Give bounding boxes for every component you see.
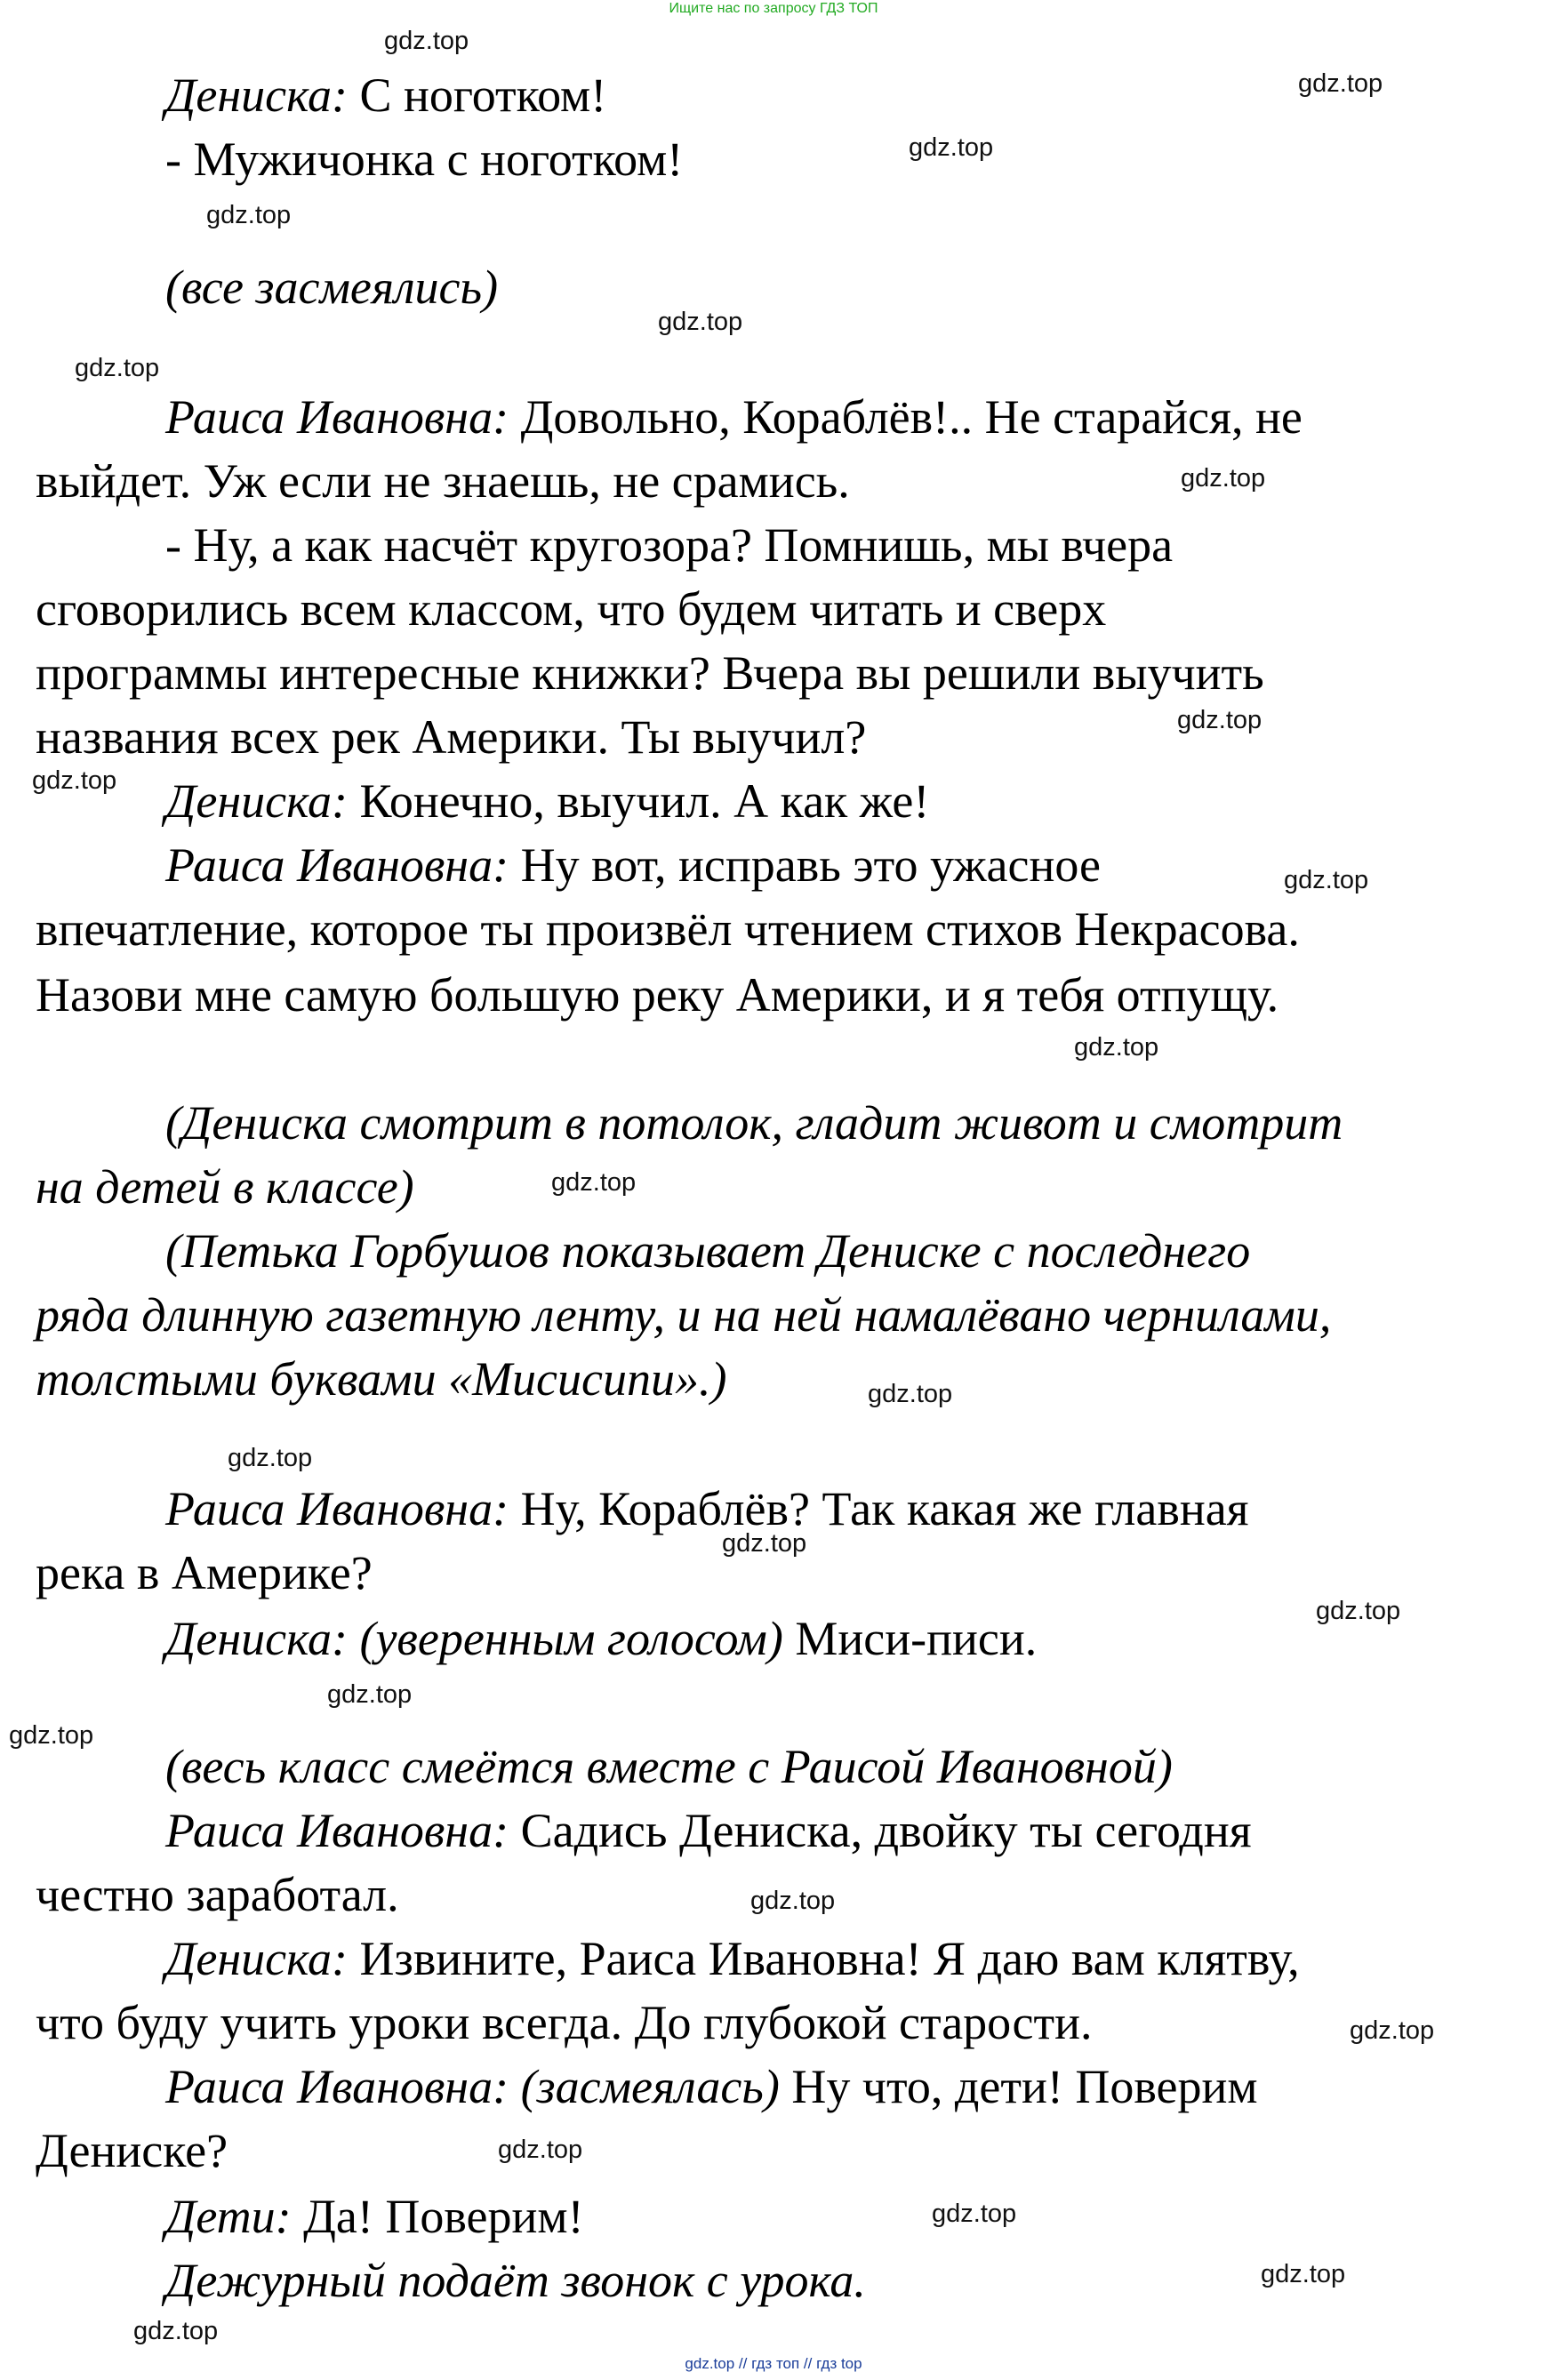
line-text: (Дениска смотрит в потолок, гладит живот и смотрит	[165, 1096, 1343, 1150]
line-text: Ну вот, исправь это ужасное	[509, 838, 1102, 892]
text-line	[165, 132, 684, 186]
speaker-label: Дениска:	[165, 774, 348, 828]
stage-direction	[36, 1160, 414, 1214]
line-text: ряда длинную газетную ленту, и на ней намалёвано чернилами,	[36, 1288, 1332, 1342]
line-text: - Ну, а как насчёт кругозора? Помнишь, мы вчера	[165, 518, 1174, 572]
watermark: gdz.top	[909, 133, 994, 162]
watermark: gdz.top	[1261, 2260, 1346, 2288]
watermark: gdz.top	[498, 2136, 583, 2164]
watermark: gdz.top	[1177, 706, 1262, 734]
watermark: gdz.top	[932, 2200, 1017, 2228]
line-text: - Мужичонка с ноготком!	[165, 132, 684, 186]
stage-direction	[165, 260, 499, 314]
text-line	[36, 1996, 1093, 2049]
line-text: (Петька Горбушов показывает Дениске с последнего	[165, 1224, 1251, 1278]
watermark: gdz.top	[1298, 69, 1383, 98]
line-text: выйдет. Уж если не знаешь, не срамись.	[36, 454, 850, 508]
watermark: gdz.top	[206, 201, 292, 229]
text-line	[165, 2060, 1258, 2113]
speaker-label: Дениска:	[165, 68, 348, 122]
speaker-label: Дети:	[165, 2190, 292, 2243]
text-line	[165, 1932, 1300, 1985]
line-text: программы интересные книжки? Вчера вы решили выучить	[36, 646, 1264, 700]
line-text: Ну, Кораблёв? Так какая же главная	[509, 1482, 1249, 1535]
text-line	[165, 390, 1303, 444]
text-line	[165, 838, 1102, 892]
watermark: gdz.top	[133, 2317, 219, 2345]
watermark: gdz.top	[658, 308, 743, 336]
line-text: Садись Дениска, двойку ты сегодня	[509, 1804, 1252, 1857]
line-text: Довольно, Кораблёв!.. Не старайся, не	[509, 390, 1303, 444]
watermark: gdz.top	[1284, 866, 1369, 894]
text-line	[36, 1868, 399, 1921]
line-text: Извините, Раиса Ивановна! Я даю вам клятву,	[347, 1932, 1300, 1985]
stage-direction	[165, 2254, 866, 2307]
text-line	[36, 646, 1264, 700]
stage-direction	[165, 1224, 1251, 1278]
watermark: gdz.top	[1316, 1597, 1401, 1625]
watermark: gdz.top	[1181, 464, 1266, 493]
text-line	[165, 1482, 1249, 1535]
line-text: река в Америке?	[36, 1546, 373, 1599]
line-text: сговорились всем классом, что будем читать и сверх	[36, 582, 1107, 636]
line-text: Миси-писи.	[782, 1612, 1038, 1665]
text-line	[165, 518, 1174, 572]
speaker-label: Раиса Ивановна:	[165, 390, 509, 444]
watermark: gdz.top	[722, 1529, 807, 1558]
text-line	[36, 902, 1300, 956]
speaker-label: Дениска: (уверенным голосом)	[165, 1612, 783, 1665]
speaker-label: Дениска:	[165, 1932, 348, 1985]
stage-direction	[36, 1288, 1332, 1342]
watermark: gdz.top	[750, 1887, 836, 1915]
line-text: толстыми буквами «Мисисипи».)	[36, 1352, 727, 1406]
line-text: впечатление, которое ты произвёл чтением стихов Некрасова.	[36, 902, 1300, 956]
text-line	[165, 774, 930, 828]
line-text: Конечно, выучил. А как же!	[347, 774, 930, 828]
text-line	[36, 710, 867, 764]
line-text: названия всех рек Америки. Ты выучил?	[36, 710, 867, 764]
line-text: на детей в классе)	[36, 1160, 414, 1214]
line-text: Назови мне самую большую реку Америки, и я тебя отпущу.	[36, 968, 1279, 1022]
search-banner: Ищите нас по запросу ГДЗ ТОП	[669, 1, 878, 16]
text-line	[165, 68, 607, 122]
line-text: честно заработал.	[36, 1868, 399, 1921]
speaker-label: Раиса Ивановна: (засмеялась)	[165, 2060, 780, 2113]
text-line	[165, 1612, 1038, 1665]
line-text: Дежурный подаёт звонок с урока.	[165, 2254, 866, 2307]
watermark: gdz.top	[1350, 2016, 1435, 2045]
text-line	[36, 454, 850, 508]
footer-text: gdz.top // гдз топ // гдз top	[685, 2355, 862, 2372]
text-line	[165, 1804, 1252, 1857]
line-text: Ну что, дети! Поверим	[779, 2060, 1258, 2113]
stage-direction	[36, 1352, 727, 1406]
watermark: gdz.top	[384, 27, 469, 55]
text-line	[36, 2124, 228, 2177]
text-line	[36, 1546, 373, 1599]
watermark: gdz.top	[228, 1444, 313, 1472]
watermark: gdz.top	[9, 1721, 94, 1750]
text-line	[165, 2190, 584, 2243]
line-text: (все засмеялись)	[165, 260, 499, 314]
watermark: gdz.top	[32, 766, 117, 795]
speaker-label: Раиса Ивановна:	[165, 1482, 509, 1535]
speaker-label: Раиса Ивановна:	[165, 1804, 509, 1857]
line-text: Да! Поверим!	[291, 2190, 584, 2243]
line-text: С ноготком!	[347, 68, 607, 122]
text-line	[36, 968, 1279, 1022]
watermark: gdz.top	[868, 1380, 953, 1408]
watermark: gdz.top	[327, 1680, 413, 1709]
stage-direction	[165, 1740, 1173, 1793]
line-text: Дениске?	[36, 2124, 228, 2177]
line-text: что буду учить уроки всегда. До глубокой старости.	[36, 1996, 1093, 2049]
watermark: gdz.top	[1074, 1033, 1159, 1062]
watermark: gdz.top	[551, 1168, 637, 1197]
line-text: (весь класс смеётся вместе с Раисой Ивановной)	[165, 1740, 1173, 1793]
speaker-label: Раиса Ивановна:	[165, 838, 509, 892]
stage-direction	[165, 1096, 1343, 1150]
watermark: gdz.top	[75, 354, 160, 382]
text-line	[36, 582, 1107, 636]
